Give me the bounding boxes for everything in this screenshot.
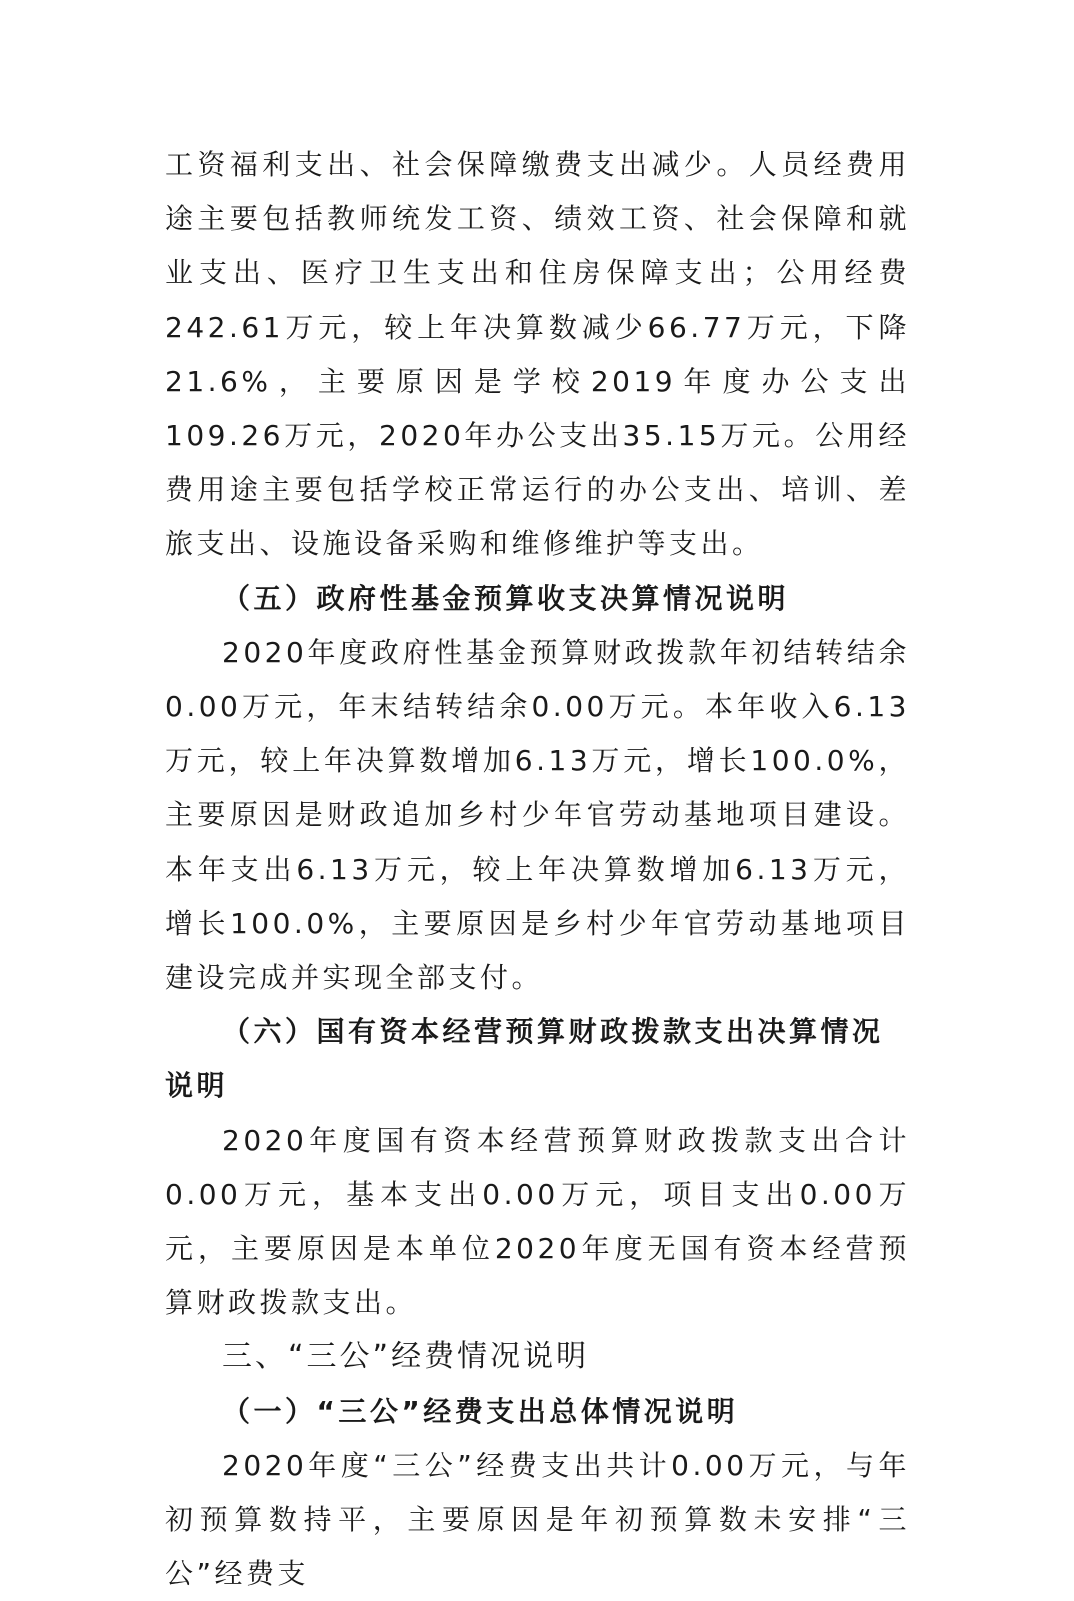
section-three-public-expenses: 三、“三公”经费情况说明	[222, 1339, 590, 1375]
document-body	[165, 138, 910, 1601]
paragraph-state-capital-budget: 2020年度国有资本经营预算财政拨款支出合计0.00万元，基本支出0.00万元，项目支出0.00万元，主要原因是本单位2020年度无国有资本经营预算财政拨款支出。	[165, 1123, 910, 1320]
paragraph-public-funds: 工资福利支出、社会保障缴费支出减少。人员经费用途主要包括教师统发工资、绩效工资、社会保障和就业支出、医疗卫生支出和住房保障支出；公用经费242.61万元，较上年决算数减少66.77万元，下降21.6%，主要原因是学校2019年度办公支出109.26万元，2020年办公支出35.15万元。公用经费用途主要包括学校正常运行的办公支出、培训、差旅支出、设施设备采购和维修维护等支出。	[165, 148, 910, 561]
paragraph-three-public-overall: 2020年度“三公”经费支出共计0.00万元，与年初预算数持平，主要原因是年初预算数未安排“三公”经费支	[165, 1448, 910, 1591]
heading-state-capital-budget: （六）国有资本经营预算财政拨款支出决算情况说明	[165, 1015, 884, 1103]
heading-government-fund-budget: （五）政府性基金预算收支决算情况说明	[222, 581, 790, 615]
paragraph-government-fund-budget: 2020年度政府性基金预算财政拨款年初结转结余0.00万元，年末结转结余0.00万元。本年收入6.13万元，较上年决算数增加6.13万元，增长100.0%，主要原因是财政追加乡村少年官劳动基地项目建设。本年支出6.13万元，较上年决算数增加6.13万元，增长100.0%，主要原因是乡村少年官劳动基地项目建设完成并实现全部支付。	[165, 635, 910, 995]
heading-three-public-overall: （一）“三公”经费支出总体情况说明	[222, 1394, 739, 1428]
